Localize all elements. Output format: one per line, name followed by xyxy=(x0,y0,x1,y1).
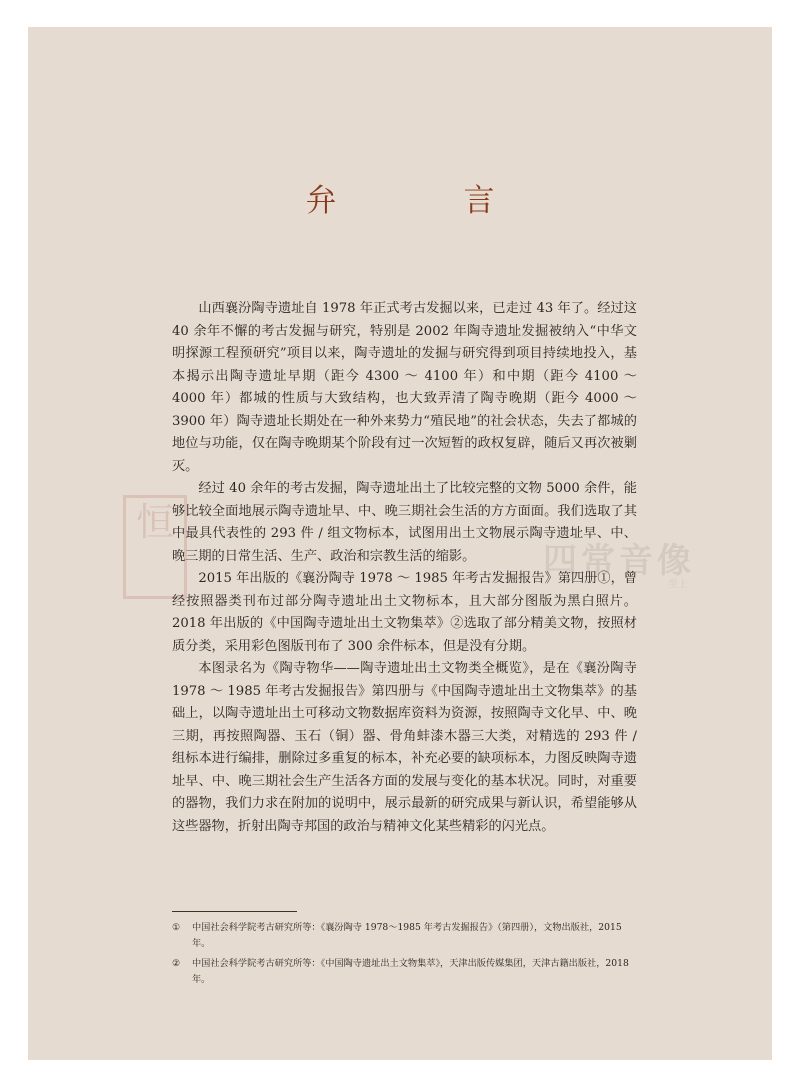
paragraph: 2015 年出版的《襄汾陶寺 1978 ～ 1985 年考古发掘报告》第四册①，曾经按照器类刊布过部分陶寺遗址出土文物标本，且大部分图版为黑白照片。2018 年出版的《中国陶寺遗址出土文物集萃》②选取了部分精美文物，按照材质分类，采用彩色图版刊布了 300 余件标本，但是没有分期。 xyxy=(172,571,637,654)
paragraph: 本图录名为《陶寺物华——陶寺遗址出土文物类全概览》，是在《襄汾陶寺 1978 ～ 1985 年考古发掘报告》第四册与《中国陶寺遗址出土文物集萃》的基础上，以陶寺遗址出土可移动文物数据库资料为资源，按照陶寺文化早、中、晚三期，再按照陶器、玉石（铜）器、骨角蚌漆木器三大类，对精选的 293 件 / 组标本进行编排，删除过多重复的标本，补充必要的缺项标本，力图反映陶寺遗址早、中、晚三期社会生产生活各方面的发展与变化的基本状况。同时，对重要的器物，我们力求在附加的说明中，展示最新的研究成果与新认识，希望能够从这些器物，折射出陶寺邦国的政治与精神文化某些精彩的闪光点。 xyxy=(172,661,637,834)
paragraph: 山西襄汾陶寺遗址自 1978 年正式考古发掘以来，已走过 43 年了。经过这 40 余年不懈的考古发掘与研究，特别是 2002 年陶寺遗址发掘被纳入“中华文明探源工程预研究”项目以来，陶寺遗址的发掘与研究得到项目持续地投入，基本揭示出陶寺遗址早期（距今 4300 ～ 4100 年）和中期（距今 4100 ～ 4000 年）都城的性质与大致结构，也大致弄清了陶寺晚期（距今 4000 ～ 3900 年）陶寺遗址长期处在一种外来势力“殖民地”的社会状态，失去了都城的地位与功能，仅在陶寺晚期某个阶段有过一次短暂的政权复辟，随后又再次被剿灭。 xyxy=(172,301,637,474)
preface-body xyxy=(172,298,637,838)
book-page xyxy=(28,27,772,1060)
paragraph: 经过 40 余年的考古发掘，陶寺遗址出土了比较完整的文物 5000 余件，能够比较全面地展示陶寺遗址早、中、晚三期社会生活的方方面面。我们选取了其中最具代表性的 293 件 / 组文物标本，试图用出土文物展示陶寺遗址早、中、晚三期的日常生活、生产、政治和宗教生活的缩影。 xyxy=(172,481,637,564)
page-title: 弁 言 xyxy=(305,183,543,219)
watermark-subtext: 至上 xyxy=(668,579,688,590)
footnote-text: 中国社会科学院考古研究所等：《中国陶寺遗址出土文物集萃》，天津出版传媒集团，天津古籍出版社，2018 年。 xyxy=(192,958,629,985)
footnote xyxy=(172,956,642,987)
footnote-mark: ② xyxy=(172,958,181,969)
watermark-text: 四常音像 xyxy=(543,541,695,581)
footnote-mark: ① xyxy=(172,922,181,933)
footnote-text: 中国社会科学院考古研究所等：《襄汾陶寺 1978～1985 年考古发掘报告》（第四册），文物出版社，2015 年。 xyxy=(192,922,622,949)
footnote-divider xyxy=(172,911,297,912)
footnote xyxy=(172,920,642,951)
footnotes xyxy=(172,920,642,992)
watermark-seal: 恒 xyxy=(123,495,187,599)
